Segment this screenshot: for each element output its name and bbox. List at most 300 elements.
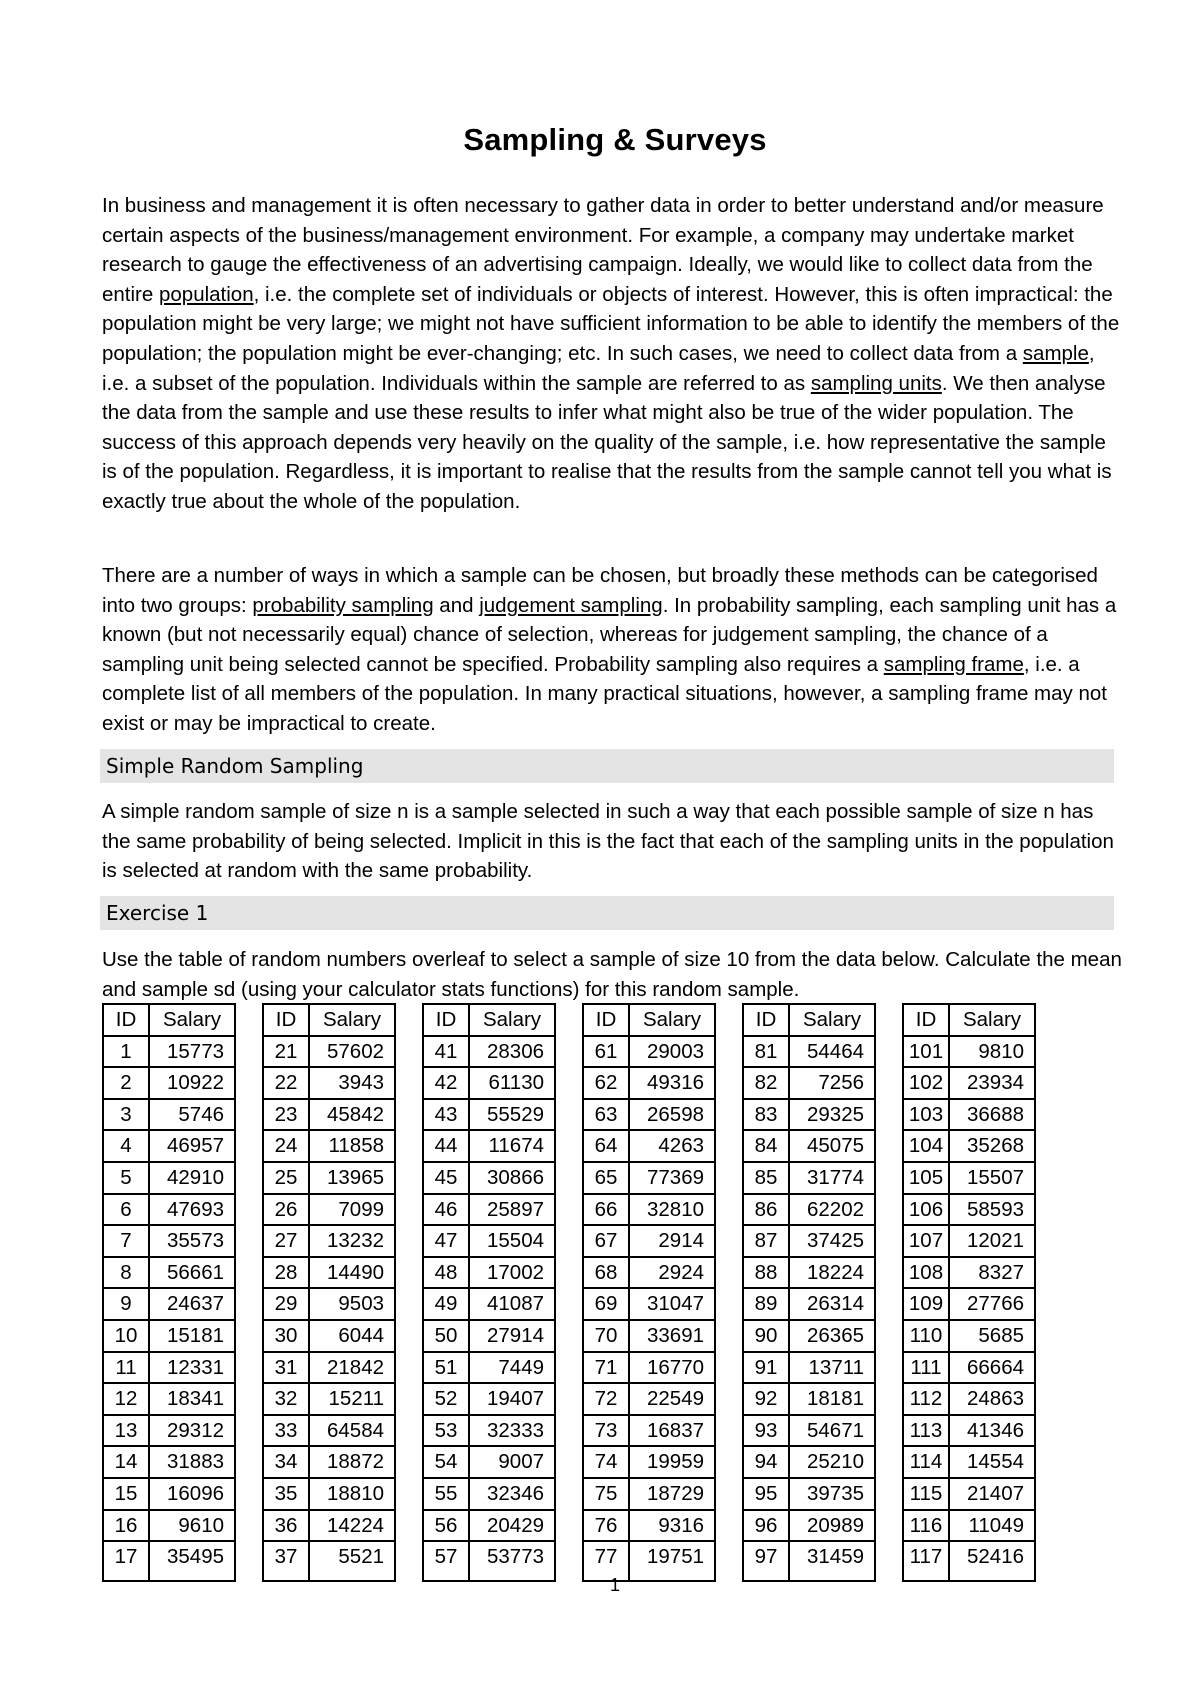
id-cell: 73 (583, 1415, 629, 1447)
text-run: and (433, 593, 480, 617)
salary-cell: 32810 (629, 1194, 715, 1226)
salary-table (582, 1003, 716, 1582)
id-cell: 72 (583, 1383, 629, 1415)
column-header-salary: Salary (949, 1004, 1035, 1036)
salary-cell: 9503 (309, 1288, 395, 1320)
table-row (583, 1099, 715, 1131)
table-row (743, 1415, 875, 1447)
column-header-id: ID (263, 1004, 309, 1036)
table-row (103, 1130, 235, 1162)
id-cell: 116 (903, 1510, 949, 1542)
id-cell: 63 (583, 1099, 629, 1131)
table-row (423, 1257, 555, 1289)
table-row (743, 1288, 875, 1320)
table-row (583, 1510, 715, 1542)
salary-cell: 15181 (149, 1320, 235, 1352)
id-cell: 29 (263, 1288, 309, 1320)
salary-cell: 29312 (149, 1415, 235, 1447)
table-row (103, 1257, 235, 1289)
table-row (423, 1383, 555, 1415)
id-cell: 112 (903, 1383, 949, 1415)
term-population: population (158, 282, 254, 306)
salary-cell: 32333 (469, 1415, 555, 1447)
salary-cell: 24863 (949, 1383, 1035, 1415)
salary-cell: 11674 (469, 1130, 555, 1162)
salary-cell: 77369 (629, 1162, 715, 1194)
salary-cell: 28306 (469, 1036, 555, 1068)
id-cell: 54 (423, 1446, 469, 1478)
srs-paragraph: A simple random sample of size n is a sample selected in such a way that each possible sample of size n has the same probability of being selected. Implicit in this is the fact that each of the sampling units in the population is selected at random with the same probability. (102, 800, 1114, 883)
id-cell: 50 (423, 1320, 469, 1352)
salary-cell: 21407 (949, 1478, 1035, 1510)
id-cell: 101 (903, 1036, 949, 1068)
id-cell: 96 (743, 1510, 789, 1542)
salary-cell: 37425 (789, 1225, 875, 1257)
table-row (103, 1225, 235, 1257)
column-header-id: ID (103, 1004, 149, 1036)
table-row (583, 1288, 715, 1320)
id-cell: 107 (903, 1225, 949, 1257)
id-cell: 65 (583, 1162, 629, 1194)
salary-cell: 2924 (629, 1257, 715, 1289)
table-row (743, 1067, 875, 1099)
table-row (903, 1352, 1035, 1384)
salary-cell: 9007 (469, 1446, 555, 1478)
salary-cell: 39735 (789, 1478, 875, 1510)
salary-cell: 56661 (149, 1257, 235, 1289)
table-row (903, 1510, 1035, 1542)
text-run: There are a number of ways in which a sample can be chosen, but broadly these methods can be categorised into two groups: (102, 564, 1098, 617)
column-header-id: ID (903, 1004, 949, 1036)
table-row (103, 1415, 235, 1447)
salary-cell: 15504 (469, 1225, 555, 1257)
table-row (743, 1194, 875, 1226)
salary-cell: 19959 (629, 1446, 715, 1478)
table-row (423, 1510, 555, 1542)
id-cell: 30 (263, 1320, 309, 1352)
id-cell: 36 (263, 1510, 309, 1542)
table-row (423, 1225, 555, 1257)
salary-cell: 15211 (309, 1383, 395, 1415)
table-row (583, 1067, 715, 1099)
salary-cell: 4263 (629, 1130, 715, 1162)
column-header-salary: Salary (149, 1004, 235, 1036)
salary-cell: 16837 (629, 1415, 715, 1447)
id-cell: 62 (583, 1067, 629, 1099)
column-header-id: ID (423, 1004, 469, 1036)
term-sampling-units: sampling units (810, 371, 942, 395)
salary-cell: 14490 (309, 1257, 395, 1289)
table-row (263, 1257, 395, 1289)
id-cell: 48 (423, 1257, 469, 1289)
id-cell: 37 (263, 1541, 309, 1581)
id-cell: 77 (583, 1541, 629, 1581)
id-cell: 115 (903, 1478, 949, 1510)
salary-table (262, 1003, 396, 1582)
table-row (423, 1099, 555, 1131)
table-row (583, 1194, 715, 1226)
table-row (423, 1036, 555, 1068)
salary-cell: 27914 (469, 1320, 555, 1352)
table-row (743, 1130, 875, 1162)
salary-cell: 23934 (949, 1067, 1035, 1099)
table-row (103, 1067, 235, 1099)
table-row (583, 1478, 715, 1510)
id-cell: 5 (103, 1162, 149, 1194)
id-cell: 2 (103, 1067, 149, 1099)
id-cell: 67 (583, 1225, 629, 1257)
id-cell: 13 (103, 1415, 149, 1447)
salary-cell: 25210 (789, 1446, 875, 1478)
id-cell: 114 (903, 1446, 949, 1478)
table-row (423, 1478, 555, 1510)
table-row (583, 1162, 715, 1194)
table-row (743, 1225, 875, 1257)
table-row (903, 1194, 1035, 1226)
salary-cell: 66664 (949, 1352, 1035, 1384)
id-cell: 86 (743, 1194, 789, 1226)
id-cell: 52 (423, 1383, 469, 1415)
table-row (583, 1352, 715, 1384)
table-row (903, 1257, 1035, 1289)
salary-cell: 12331 (149, 1352, 235, 1384)
id-cell: 27 (263, 1225, 309, 1257)
salary-cell: 5521 (309, 1541, 395, 1581)
id-cell: 93 (743, 1415, 789, 1447)
table-row (263, 1478, 395, 1510)
salary-cell: 26314 (789, 1288, 875, 1320)
id-cell: 85 (743, 1162, 789, 1194)
salary-cell: 2914 (629, 1225, 715, 1257)
salary-cell: 52416 (949, 1541, 1035, 1581)
id-cell: 108 (903, 1257, 949, 1289)
salary-cell: 30866 (469, 1162, 555, 1194)
table-row (263, 1446, 395, 1478)
table-row (743, 1510, 875, 1542)
salary-cell: 57602 (309, 1036, 395, 1068)
term-judgement-sampling: judgement sampling (479, 593, 663, 617)
salary-table (422, 1003, 556, 1582)
id-cell: 111 (903, 1352, 949, 1384)
salary-cell: 58593 (949, 1194, 1035, 1226)
id-cell: 51 (423, 1352, 469, 1384)
salary-cell: 19407 (469, 1383, 555, 1415)
salary-cell: 61130 (469, 1067, 555, 1099)
column-header-salary: Salary (789, 1004, 875, 1036)
table-row (263, 1130, 395, 1162)
table-row (583, 1036, 715, 1068)
salary-cell: 3943 (309, 1067, 395, 1099)
table-row (263, 1320, 395, 1352)
id-cell: 12 (103, 1383, 149, 1415)
table-row (103, 1478, 235, 1510)
salary-cell: 21842 (309, 1352, 395, 1384)
id-cell: 31 (263, 1352, 309, 1384)
id-cell: 87 (743, 1225, 789, 1257)
id-cell: 16 (103, 1510, 149, 1542)
id-cell: 47 (423, 1225, 469, 1257)
salary-cell: 6044 (309, 1320, 395, 1352)
id-cell: 41 (423, 1036, 469, 1068)
id-cell: 76 (583, 1510, 629, 1542)
table-row (903, 1162, 1035, 1194)
column-header-id: ID (583, 1004, 629, 1036)
id-cell: 17 (103, 1541, 149, 1581)
table-row (743, 1320, 875, 1352)
table-row (103, 1320, 235, 1352)
id-cell: 106 (903, 1194, 949, 1226)
table-row (423, 1194, 555, 1226)
salary-cell: 7449 (469, 1352, 555, 1384)
text-run: . We then analyse the data from the sample and use these results to infer what might also be true of the wider population. The success of this approach depends very heavily on the quality of the sample, i.e. how representative the sample is of the population. Regardless, it is important to realise that the results from the sample cannot tell you what is exactly true about the whole of the population. (102, 371, 1112, 513)
table-row (903, 1225, 1035, 1257)
salary-cell: 41087 (469, 1288, 555, 1320)
table-row (103, 1383, 235, 1415)
table-row (103, 1352, 235, 1384)
id-cell: 84 (743, 1130, 789, 1162)
id-cell: 113 (903, 1415, 949, 1447)
table-row (263, 1383, 395, 1415)
salary-cell: 7099 (309, 1194, 395, 1226)
table-row (103, 1099, 235, 1131)
id-cell: 57 (423, 1541, 469, 1581)
salary-cell: 26365 (789, 1320, 875, 1352)
salary-cell: 29325 (789, 1099, 875, 1131)
table-row (423, 1320, 555, 1352)
id-cell: 10 (103, 1320, 149, 1352)
id-cell: 94 (743, 1446, 789, 1478)
table-row (743, 1446, 875, 1478)
salary-cell: 13965 (309, 1162, 395, 1194)
id-cell: 95 (743, 1478, 789, 1510)
salary-cell: 46957 (149, 1130, 235, 1162)
id-cell: 7 (103, 1225, 149, 1257)
column-header-salary: Salary (309, 1004, 395, 1036)
salary-cell: 62202 (789, 1194, 875, 1226)
table-row (903, 1446, 1035, 1478)
id-cell: 24 (263, 1130, 309, 1162)
salary-cell: 11858 (309, 1130, 395, 1162)
table-row (423, 1446, 555, 1478)
text-run: , i.e. a complete list of all members of the population. In many practical situations, however, a sampling frame may not exist or may be impractical to create. (102, 652, 1107, 735)
salary-cell: 18181 (789, 1383, 875, 1415)
id-cell: 105 (903, 1162, 949, 1194)
id-cell: 25 (263, 1162, 309, 1194)
intro-paragraph-2 (102, 561, 1122, 739)
id-cell: 1 (103, 1036, 149, 1068)
id-cell: 97 (743, 1541, 789, 1581)
table-row (263, 1415, 395, 1447)
table-row (743, 1352, 875, 1384)
term-sampling-frame: sampling frame (883, 652, 1024, 676)
id-cell: 46 (423, 1194, 469, 1226)
id-cell: 26 (263, 1194, 309, 1226)
id-cell: 4 (103, 1130, 149, 1162)
id-cell: 6 (103, 1194, 149, 1226)
table-row (103, 1510, 235, 1542)
id-cell: 68 (583, 1257, 629, 1289)
salary-cell: 9810 (949, 1036, 1035, 1068)
salary-cell: 19751 (629, 1541, 715, 1581)
id-cell: 8 (103, 1257, 149, 1289)
salary-cell: 18729 (629, 1478, 715, 1510)
table-row (263, 1288, 395, 1320)
salary-cell: 29003 (629, 1036, 715, 1068)
table-row (583, 1225, 715, 1257)
salary-cell: 64584 (309, 1415, 395, 1447)
id-cell: 83 (743, 1099, 789, 1131)
table-row (263, 1162, 395, 1194)
table-row (263, 1036, 395, 1068)
table-row (263, 1099, 395, 1131)
table-row (263, 1067, 395, 1099)
salary-cell: 53773 (469, 1541, 555, 1581)
salary-cell: 22549 (629, 1383, 715, 1415)
salary-cell: 9316 (629, 1510, 715, 1542)
id-cell: 82 (743, 1067, 789, 1099)
id-cell: 56 (423, 1510, 469, 1542)
term-sample: sample (1022, 341, 1089, 365)
table-row (423, 1130, 555, 1162)
id-cell: 61 (583, 1036, 629, 1068)
id-cell: 23 (263, 1099, 309, 1131)
salary-cell: 20429 (469, 1510, 555, 1542)
table-row (583, 1257, 715, 1289)
id-cell: 33 (263, 1415, 309, 1447)
id-cell: 91 (743, 1352, 789, 1384)
salary-cell: 14224 (309, 1510, 395, 1542)
id-cell: 89 (743, 1288, 789, 1320)
id-cell: 28 (263, 1257, 309, 1289)
salary-cell: 5685 (949, 1320, 1035, 1352)
id-cell: 32 (263, 1383, 309, 1415)
table-row (423, 1067, 555, 1099)
table-row (743, 1099, 875, 1131)
salary-cell: 14554 (949, 1446, 1035, 1478)
table-row (103, 1162, 235, 1194)
salary-cell: 31774 (789, 1162, 875, 1194)
id-cell: 88 (743, 1257, 789, 1289)
salary-cell: 9610 (149, 1510, 235, 1542)
salary-cell: 13711 (789, 1352, 875, 1384)
salary-cell: 10922 (149, 1067, 235, 1099)
text-run: , i.e. the complete set of individuals or objects of interest. However, this is often impractical: the population might be very large; we might not have sufficient information to be able to identify the members of the population; the population might be ever-changing; etc. In such cases, we need to collect data from a (102, 282, 1120, 365)
table-row (423, 1415, 555, 1447)
salary-cell: 33691 (629, 1320, 715, 1352)
salary-cell: 31883 (149, 1446, 235, 1478)
table-row (423, 1288, 555, 1320)
id-cell: 92 (743, 1383, 789, 1415)
id-cell: 69 (583, 1288, 629, 1320)
id-cell: 109 (903, 1288, 949, 1320)
id-cell: 70 (583, 1320, 629, 1352)
salary-cell: 35268 (949, 1130, 1035, 1162)
table-row (903, 1130, 1035, 1162)
salary-cell: 16096 (149, 1478, 235, 1510)
table-row (903, 1320, 1035, 1352)
salary-cell: 15773 (149, 1036, 235, 1068)
table-row (263, 1510, 395, 1542)
table-row (903, 1383, 1035, 1415)
id-cell: 64 (583, 1130, 629, 1162)
salary-cell: 35573 (149, 1225, 235, 1257)
table-row (743, 1383, 875, 1415)
table-row (903, 1415, 1035, 1447)
salary-table (902, 1003, 1036, 1582)
table-row (903, 1099, 1035, 1131)
salary-cell: 24637 (149, 1288, 235, 1320)
id-cell: 15 (103, 1478, 149, 1510)
id-cell: 110 (903, 1320, 949, 1352)
table-row (263, 1225, 395, 1257)
salary-cell: 16770 (629, 1352, 715, 1384)
id-cell: 22 (263, 1067, 309, 1099)
salary-cell: 18872 (309, 1446, 395, 1478)
id-cell: 49 (423, 1288, 469, 1320)
salary-cell: 31459 (789, 1541, 875, 1581)
section-heading-simple-random-sampling: Simple Random Sampling (100, 749, 1114, 783)
table-row (903, 1036, 1035, 1068)
salary-cell: 45075 (789, 1130, 875, 1162)
id-cell: 9 (103, 1288, 149, 1320)
salary-cell: 18810 (309, 1478, 395, 1510)
table-row (583, 1320, 715, 1352)
page-title: Sampling & Surveys (463, 122, 767, 157)
salary-cell: 26598 (629, 1099, 715, 1131)
table-row (743, 1036, 875, 1068)
table-row (423, 1162, 555, 1194)
salary-cell: 47693 (149, 1194, 235, 1226)
salary-cell: 13232 (309, 1225, 395, 1257)
table-row (583, 1383, 715, 1415)
id-cell: 35 (263, 1478, 309, 1510)
salary-cell: 25897 (469, 1194, 555, 1226)
table-row (903, 1067, 1035, 1099)
id-cell: 11 (103, 1352, 149, 1384)
id-cell: 45 (423, 1162, 469, 1194)
table-row (263, 1194, 395, 1226)
id-cell: 34 (263, 1446, 309, 1478)
salary-cell: 15507 (949, 1162, 1035, 1194)
table-row (903, 1478, 1035, 1510)
id-cell: 74 (583, 1446, 629, 1478)
id-cell: 103 (903, 1099, 949, 1131)
salary-cell: 8327 (949, 1257, 1035, 1289)
salary-cell: 7256 (789, 1067, 875, 1099)
id-cell: 90 (743, 1320, 789, 1352)
table-row (103, 1288, 235, 1320)
salary-cell: 32346 (469, 1478, 555, 1510)
text-run: . In probability sampling, each sampling unit has a known (but not necessarily equal) chance of selection, whereas for judgement sampling, the chance of a sampling unit being selected cannot be specified. Probability sampling also requires a (102, 593, 1117, 676)
id-cell: 81 (743, 1036, 789, 1068)
salary-cell: 27766 (949, 1288, 1035, 1320)
salary-cell: 5746 (149, 1099, 235, 1131)
id-cell: 71 (583, 1352, 629, 1384)
id-cell: 117 (903, 1541, 949, 1581)
table-row (263, 1352, 395, 1384)
intro-paragraph-1 (102, 191, 1122, 517)
page-number: 1 (609, 1575, 620, 1595)
section-heading-exercise-1: Exercise 1 (100, 896, 1114, 930)
id-cell: 75 (583, 1478, 629, 1510)
salary-cell: 45842 (309, 1099, 395, 1131)
table-row (743, 1478, 875, 1510)
term-probability-sampling: probability sampling (252, 593, 434, 617)
salary-cell: 41346 (949, 1415, 1035, 1447)
salary-table (102, 1003, 236, 1582)
salary-cell: 54671 (789, 1415, 875, 1447)
id-cell: 44 (423, 1130, 469, 1162)
